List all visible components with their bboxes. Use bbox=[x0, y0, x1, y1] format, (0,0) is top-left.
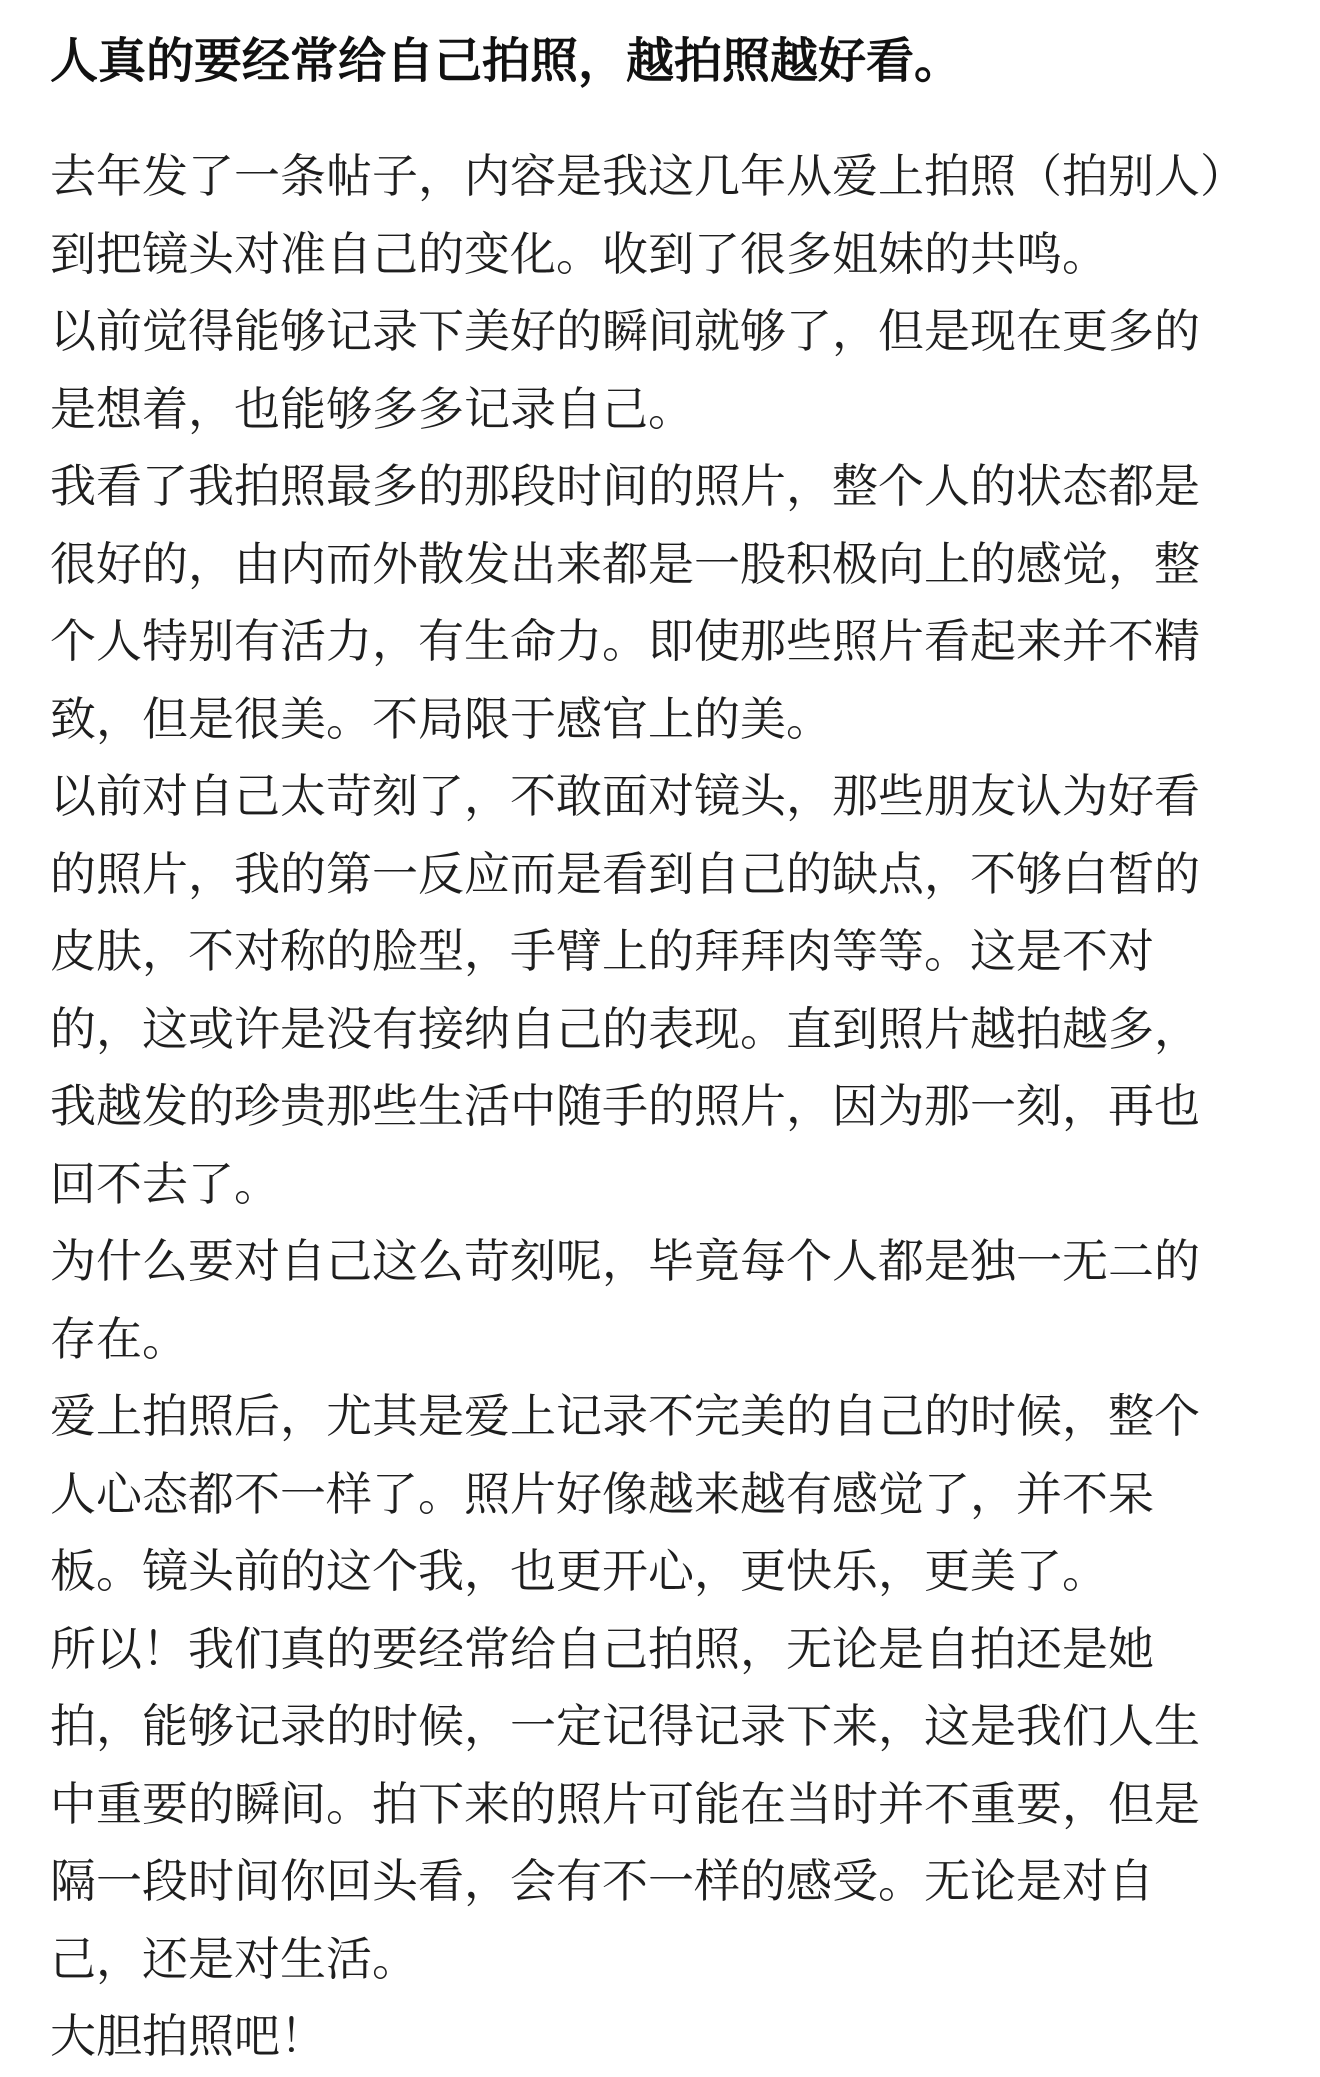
body-paragraph bbox=[50, 1223, 1270, 1378]
body-paragraph bbox=[50, 293, 1270, 448]
paragraph-line: 所以！我们真的要经常给自己拍照，无论是自拍还是她 bbox=[50, 1621, 1154, 1676]
paragraph-line: 我越发的珍贵那些生活中随手的照片，因为那一刻，再也 bbox=[50, 1079, 1200, 1133]
paragraph-line: 拍，能够记录的时候，一定记得记录下来，这是我们人生 bbox=[50, 1699, 1200, 1753]
paragraph-line: 的，这或许是没有接纳自己的表现。直到照片越拍越多， bbox=[50, 1001, 1200, 1056]
paragraph-line: 到把镜头对准自己的变化。收到了很多姐妹的共鸣。 bbox=[50, 226, 1108, 281]
paragraph-line: 致，但是很美。不局限于感官上的美。 bbox=[50, 691, 832, 746]
paragraph-line: 隔一段时间你回头看，会有不一样的感受。无论是对自 bbox=[50, 1854, 1154, 1908]
paragraph-line: 皮肤，不对称的脸型，手臂上的拜拜肉等等。这是不对 bbox=[50, 924, 1154, 978]
paragraph-line: 中重要的瞬间。拍下来的照片可能在当时并不重要，但是 bbox=[50, 1776, 1200, 1831]
post-title: 人真的要经常给自己拍照，越拍照越好看。 bbox=[50, 33, 963, 89]
body-paragraph bbox=[50, 1611, 1270, 1999]
paragraph-line: 为什么要对自己这么苛刻呢，毕竟每个人都是独一无二的 bbox=[50, 1234, 1200, 1288]
paragraph-line: 我看了我拍照最多的那段时间的照片，整个人的状态都是 bbox=[50, 459, 1200, 513]
body-paragraph bbox=[50, 138, 1270, 293]
body-paragraph bbox=[50, 1998, 1270, 2076]
paragraph-line: 很好的，由内而外散发出来都是一股积极向上的感觉，整 bbox=[50, 536, 1200, 591]
body-paragraph bbox=[50, 758, 1270, 1223]
post bbox=[50, 0, 1270, 2076]
post-body bbox=[50, 138, 1270, 2076]
paragraph-line: 回不去了。 bbox=[50, 1156, 280, 1211]
paragraph-line: 去年发了一条帖子，内容是我这几年从爱上拍照（拍别人） bbox=[50, 149, 1246, 203]
paragraph-line: 板。镜头前的这个我，也更开心，更快乐，更美了。 bbox=[50, 1544, 1108, 1598]
paragraph-line: 的照片，我的第一反应而是看到自己的缺点，不够白皙的 bbox=[50, 846, 1200, 901]
paragraph-line: 是想着，也能够多多记录自己。 bbox=[50, 381, 694, 436]
paragraph-line: 以前对自己太苛刻了，不敢面对镜头，那些朋友认为好看 bbox=[50, 769, 1200, 823]
body-paragraph bbox=[50, 1378, 1270, 1611]
paragraph-line: 爱上拍照后，尤其是爱上记录不完美的自己的时候，整个 bbox=[50, 1389, 1200, 1443]
paragraph-line: 己，还是对生活。 bbox=[50, 1931, 418, 1986]
paragraph-line: 存在。 bbox=[50, 1311, 188, 1366]
paragraph-line: 大胆拍照吧！ bbox=[50, 2009, 326, 2063]
paragraph-line: 人心态都不一样了。照片好像越来越有感觉了，并不呆 bbox=[50, 1466, 1154, 1521]
paragraph-line: 以前觉得能够记录下美好的瞬间就够了，但是现在更多的 bbox=[50, 304, 1200, 358]
body-paragraph bbox=[50, 448, 1270, 758]
paragraph-line: 个人特别有活力，有生命力。即使那些照片看起来并不精 bbox=[50, 614, 1200, 668]
